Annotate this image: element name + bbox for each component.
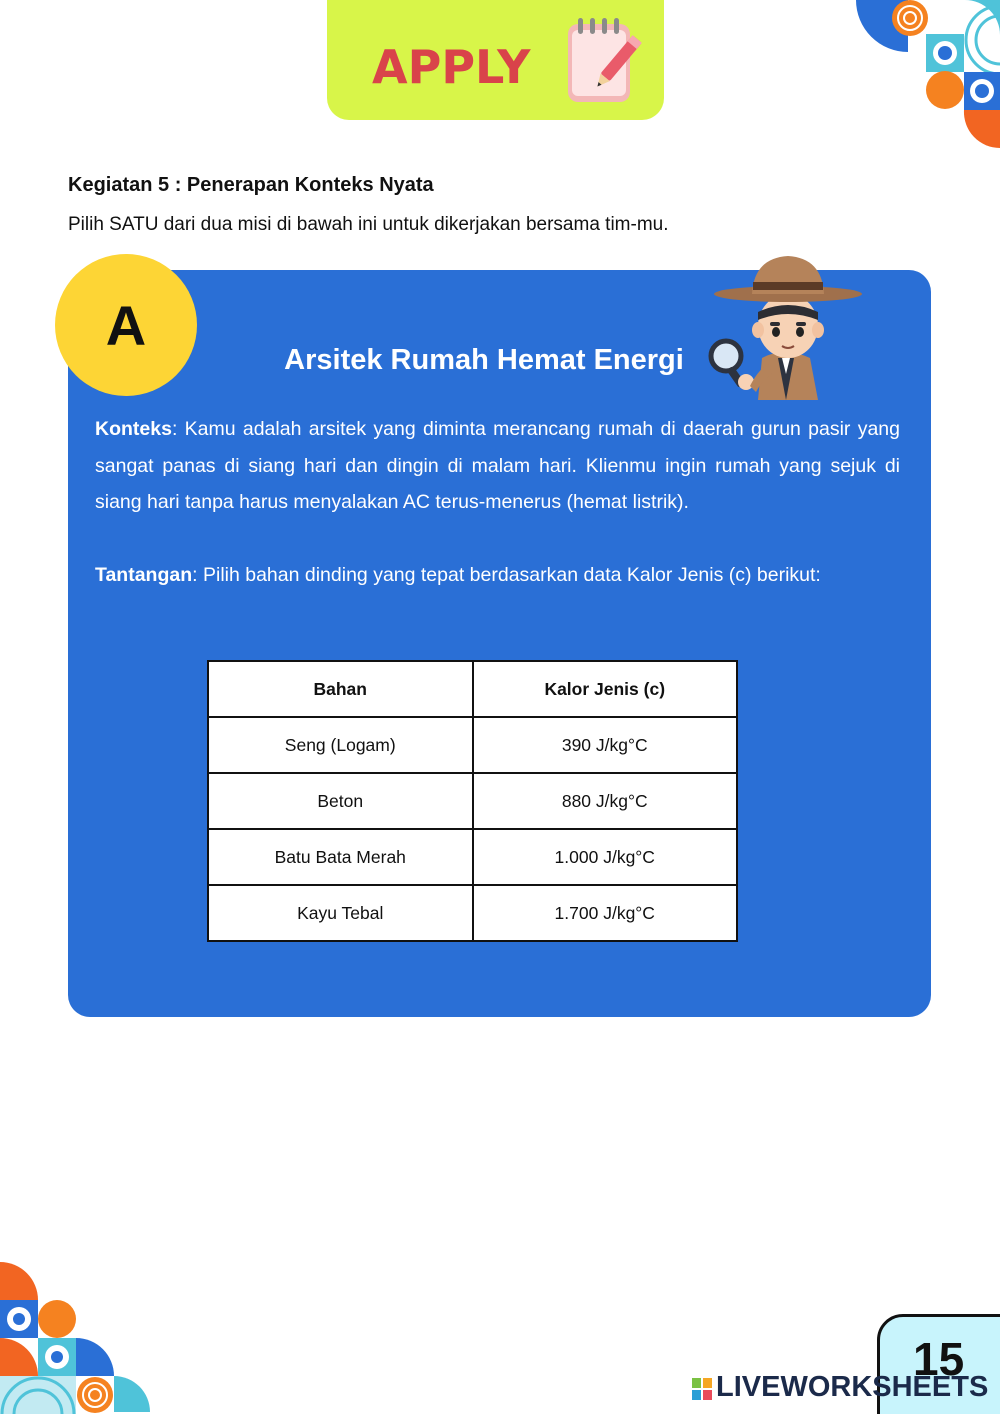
table-cell-material: Seng (Logam) (208, 717, 473, 773)
tantangan-label: Tantangan (95, 564, 193, 586)
mission-letter: A (105, 293, 147, 357)
konteks-label: Konteks (95, 418, 172, 440)
table-cell-value: 1.000 J/kg°C (473, 829, 738, 885)
table-row (208, 773, 737, 829)
mission-title: Arsitek Rumah Hemat Energi (284, 344, 684, 376)
table-cell-material: Batu Bata Merah (208, 829, 473, 885)
table-header-row (208, 661, 737, 717)
table-cell-material: Beton (208, 773, 473, 829)
activity-title: Kegiatan 5 : Penerapan Konteks Nyata (68, 174, 434, 196)
apply-label: APPLY (372, 40, 531, 94)
liveworksheets-brand[interactable]: LIVEWORKSHEETS (716, 1371, 989, 1403)
tantangan-text: : Pilih bahan dinding yang tepat berdasarkan data Kalor Jenis (c) berikut: (192, 564, 821, 586)
table-header-cell: Kalor Jenis (c) (473, 661, 738, 717)
table-cell-value: 880 J/kg°C (473, 773, 738, 829)
table-cell-value: 390 J/kg°C (473, 717, 738, 773)
specific-heat-table (207, 660, 738, 942)
notepad-icon (562, 14, 644, 106)
decorative-pattern-bottom-left (0, 1262, 150, 1414)
tantangan-paragraph (95, 557, 900, 594)
activity-instruction: Pilih SATU dari dua misi di bawah ini untuk dikerjakan bersama tim-mu. (68, 214, 669, 235)
table-row (208, 829, 737, 885)
decorative-pattern-top-right (850, 0, 1000, 150)
table-row (208, 717, 737, 773)
konteks-text: : Kamu adalah arsitek yang diminta merancang rumah di daerah gurun pasir yang sangat panas di siang hari dan dingin di malam hari. Klienmu ingin rumah yang sejuk di siang hari tanpa harus menyalakan AC terus-menerus (hemat listrik). (95, 418, 900, 513)
konteks-paragraph (95, 411, 900, 521)
table-header-cell: Bahan (208, 661, 473, 717)
mission-badge (55, 254, 197, 396)
detective-icon (706, 250, 862, 402)
table-cell-value: 1.700 J/kg°C (473, 885, 738, 941)
liveworksheets-logo-icon (692, 1378, 712, 1400)
page-number: 15 (913, 1333, 965, 1385)
table-row (208, 885, 737, 941)
table-cell-material: Kayu Tebal (208, 885, 473, 941)
